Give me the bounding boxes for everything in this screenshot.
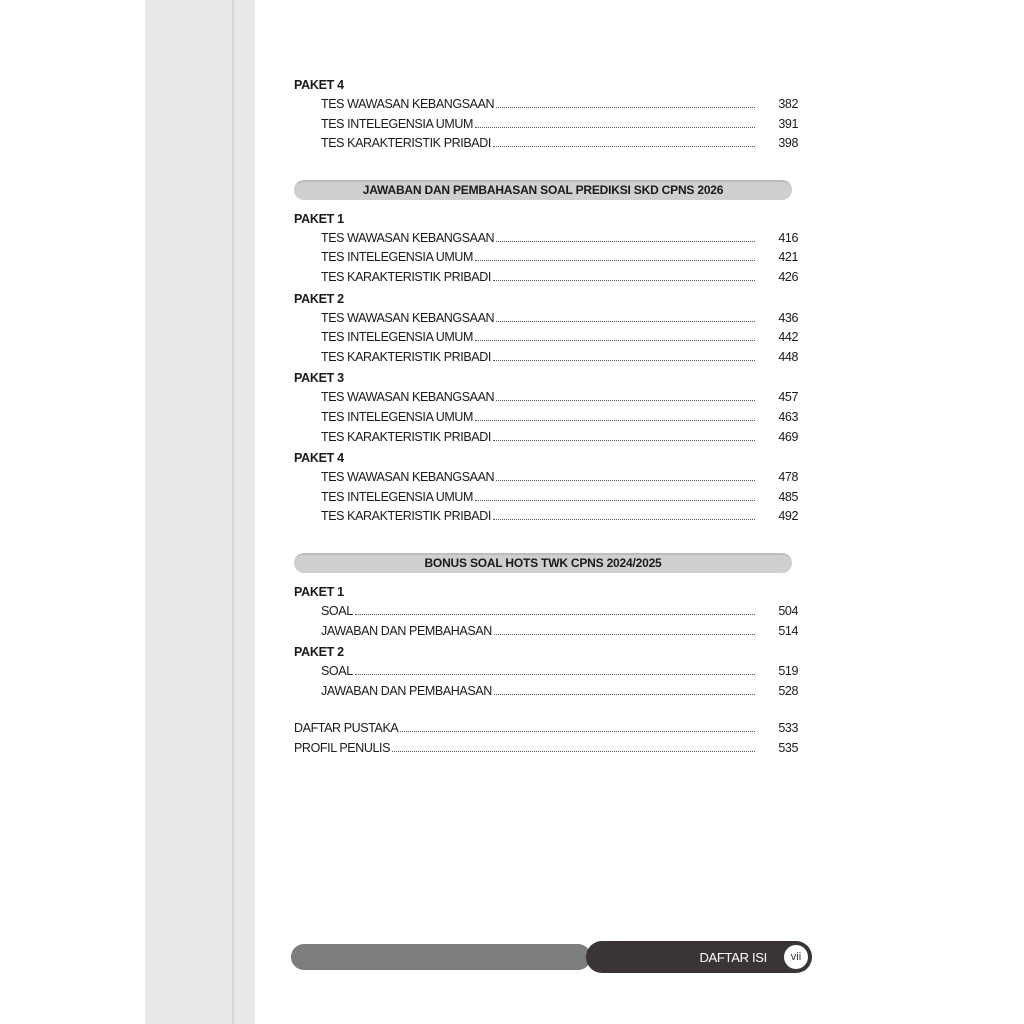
toc-entry[interactable] — [294, 662, 798, 682]
paket-heading: PAKET 4 — [294, 78, 344, 92]
dot-leader — [496, 230, 755, 242]
page-number-badge: vii — [784, 945, 808, 969]
dot-leader — [475, 489, 755, 501]
toc-entry-label: JAWABAN DAN PEMBAHASAN — [321, 623, 492, 638]
toc-entry[interactable] — [294, 719, 798, 739]
toc-entry-label: TES WAWASAN KEBANGSAAN — [321, 390, 495, 405]
toc-entry[interactable] — [294, 328, 798, 348]
toc-entry-label: SOAL — [321, 603, 353, 618]
toc-entry[interactable] — [294, 348, 798, 368]
paket-heading: PAKET 2 — [294, 645, 344, 660]
toc-entry-page: 535 — [778, 740, 798, 755]
dot-leader — [493, 135, 755, 147]
toc-entry-page: 463 — [778, 409, 798, 424]
dot-leader — [494, 683, 755, 695]
paket-heading: PAKET 1 — [294, 584, 344, 599]
toc-group-bonus-paket-1 — [294, 583, 798, 641]
toc-entry-page: 469 — [778, 429, 798, 444]
section-banner-jawaban: JAWABAN DAN PEMBAHASAN SOAL PREDIKSI SKD CPNS 2026 — [294, 180, 792, 200]
footer-section-label: DAFTAR ISI — [699, 950, 767, 965]
dot-leader — [493, 269, 755, 281]
toc-entry-label: TES WAWASAN KEBANGSAAN — [321, 470, 495, 485]
toc-entry-page: 426 — [778, 269, 798, 284]
toc-entry-page: 416 — [778, 230, 798, 245]
toc-entry-page: 448 — [778, 349, 798, 364]
toc-entry-label: TES INTELEGENSIA UMUM — [321, 409, 474, 424]
dot-leader — [355, 603, 755, 615]
dot-leader — [493, 429, 755, 441]
toc-entry-label: TES WAWASAN KEBANGSAAN — [321, 310, 495, 325]
dot-leader — [475, 409, 755, 421]
dot-leader — [493, 508, 755, 520]
toc-entry-label: SOAL — [321, 664, 353, 679]
toc-entry[interactable] — [294, 602, 798, 622]
dot-leader — [493, 349, 755, 361]
toc-entry[interactable] — [294, 95, 798, 115]
dot-leader — [355, 663, 755, 675]
paket-heading: PAKET 3 — [294, 371, 344, 386]
toc-entry-label: TES KARAKTERISTIK PRIBADI — [321, 269, 491, 284]
toc-group-jawaban-paket-3 — [294, 369, 798, 447]
toc-group-jawaban-paket-1 — [294, 210, 798, 288]
toc-group-jawaban-paket-4 — [294, 449, 798, 527]
toc-entry-label: TES INTELEGENSIA UMUM — [321, 116, 474, 131]
toc-entry-page: 398 — [778, 136, 798, 151]
toc-group-bonus-paket-2 — [294, 643, 798, 701]
toc-entry-label: TES KARAKTERISTIK PRIBADI — [321, 136, 491, 151]
toc-entry-label: TES INTELEGENSIA UMUM — [321, 489, 474, 504]
dot-leader — [496, 389, 755, 401]
toc-entry-page: 492 — [778, 509, 798, 524]
toc-entry[interactable] — [294, 268, 798, 288]
toc-entry[interactable] — [294, 388, 798, 408]
toc-entry[interactable] — [294, 428, 798, 448]
footer-tab — [586, 941, 812, 973]
toc-entry-page: 533 — [778, 721, 798, 736]
toc-entry-page: 528 — [778, 683, 798, 698]
toc-entry-label: TES KARAKTERISTIK PRIBADI — [321, 349, 491, 364]
toc-entry[interactable] — [294, 408, 798, 428]
toc-back-matter — [294, 719, 798, 758]
toc-entry-label: TES WAWASAN KEBANGSAAN — [321, 97, 495, 111]
toc-entry-label: TES WAWASAN KEBANGSAAN — [321, 230, 495, 245]
dot-leader — [392, 740, 755, 752]
dot-leader — [475, 116, 755, 128]
dot-leader — [496, 469, 755, 481]
toc-entry[interactable] — [294, 488, 798, 508]
toc-entry-label: TES KARAKTERISTIK PRIBADI — [321, 429, 491, 444]
footer-bar — [291, 944, 591, 970]
section-banner-bonus: BONUS SOAL HOTS TWK CPNS 2024/2025 — [294, 553, 792, 573]
toc-entry-page: 457 — [778, 390, 798, 405]
toc-entry[interactable] — [294, 134, 798, 154]
toc-group-top — [294, 76, 798, 154]
dot-leader — [475, 249, 755, 261]
dot-leader — [496, 310, 755, 322]
toc-entry-page: 485 — [778, 489, 798, 504]
table-of-contents — [294, 76, 798, 758]
page-gutter — [145, 0, 255, 1024]
outer-margin — [0, 0, 145, 1024]
paket-heading: PAKET 2 — [294, 291, 344, 306]
paket-heading: PAKET 1 — [294, 211, 344, 226]
toc-entry-label: TES INTELEGENSIA UMUM — [321, 330, 474, 345]
toc-entry-label: JAWABAN DAN PEMBAHASAN — [321, 683, 492, 698]
dot-leader — [496, 96, 755, 108]
toc-entry[interactable] — [294, 248, 798, 268]
toc-entry[interactable] — [294, 682, 798, 702]
dot-leader — [400, 720, 755, 732]
toc-entry-page: 478 — [778, 470, 798, 485]
toc-entry-page: 519 — [778, 664, 798, 679]
toc-entry[interactable] — [294, 115, 798, 135]
gutter-divider — [232, 0, 234, 1024]
toc-entry-page: 514 — [778, 623, 798, 638]
paket-heading: PAKET 4 — [294, 451, 344, 466]
toc-entry-page: 436 — [778, 310, 798, 325]
toc-entry-label: TES KARAKTERISTIK PRIBADI — [321, 509, 491, 524]
toc-entry-page: 421 — [778, 250, 798, 265]
toc-entry[interactable] — [294, 229, 798, 249]
toc-entry-page: 391 — [778, 116, 798, 131]
dot-leader — [475, 329, 755, 341]
toc-entry-page: 504 — [778, 603, 798, 618]
toc-entry[interactable] — [294, 739, 798, 759]
toc-group-jawaban-paket-2 — [294, 290, 798, 368]
toc-entry-label: PROFIL PENULIS — [294, 740, 391, 755]
toc-entry-page: 442 — [778, 330, 798, 345]
toc-entry-page: 382 — [778, 97, 798, 111]
toc-entry[interactable] — [294, 622, 798, 642]
toc-entry-label: DAFTAR PUSTAKA — [294, 721, 399, 736]
toc-entry[interactable] — [294, 309, 798, 329]
toc-entry-label: TES INTELEGENSIA UMUM — [321, 250, 474, 265]
toc-entry[interactable] — [294, 468, 798, 488]
toc-entry[interactable] — [294, 507, 798, 527]
dot-leader — [494, 623, 755, 635]
